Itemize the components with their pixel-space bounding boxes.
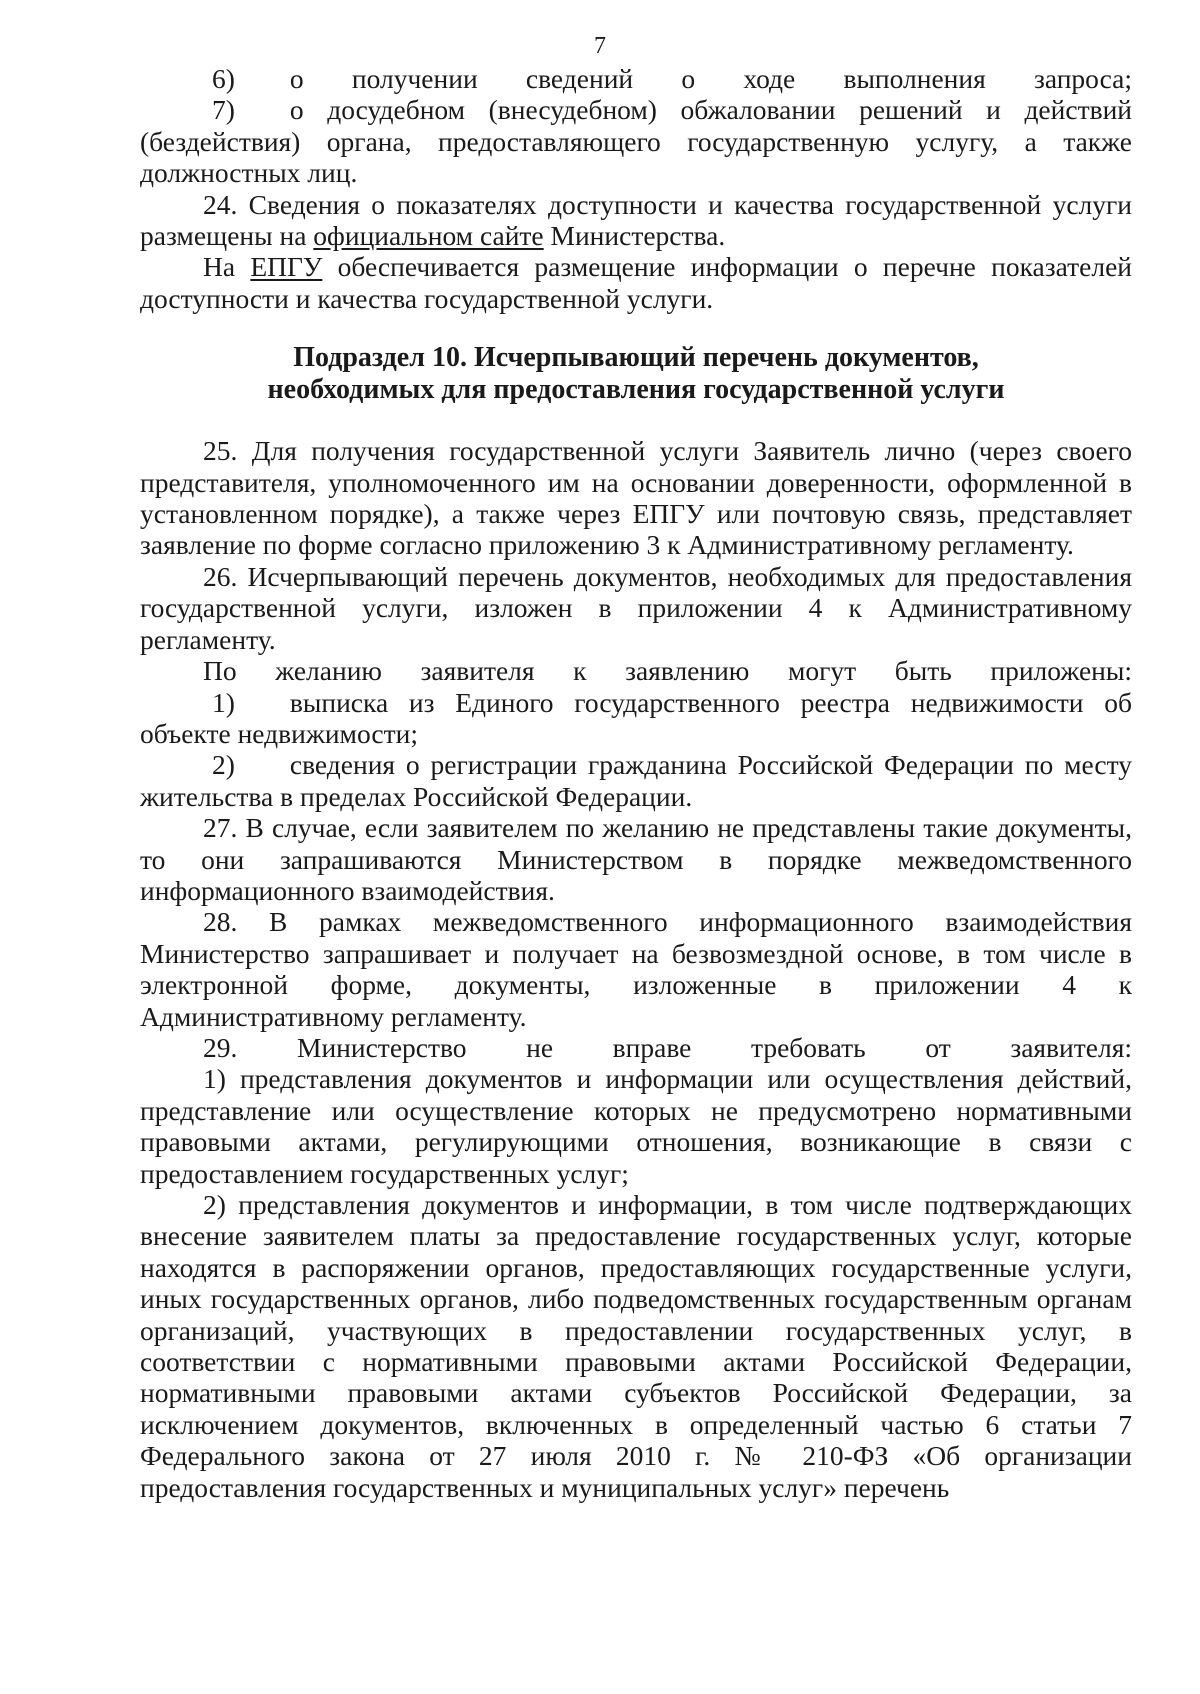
- paragraph-26: 26. Исчерпывающий перечень документов, необходимых для предоставления государственной услуги, изложен в приложении 4 к Административному регламенту.: [140, 560, 1132, 655]
- paragraph-29-item-1: 1) представления документов и информации или осуществления действий, представление или осуществление которых не предусмотрено нормативными правовыми актами, регулирующими отношения, возникающие в связи с предоставлением государственных услуг;: [140, 1063, 1132, 1189]
- paragraph-29: 29. Министерство не вправе требовать от заявителя:: [203, 1031, 1132, 1063]
- section-heading-line-2: необходимых для предоставления государственной услуги: [267, 374, 1005, 406]
- paragraph-24-text-end: Министерства.: [543, 220, 726, 252]
- section-heading-line-1: Подраздел 10. Исчерпывающий перечень документов,: [293, 342, 979, 374]
- paragraph-epgu-text-start: На: [203, 251, 251, 283]
- official-site-link[interactable]: официальном сайте: [313, 220, 544, 252]
- paragraph-epgu-text-end: обеспечивается размещение информации о перечне показателей доступности и качества государственной услуги.: [140, 251, 1132, 314]
- paragraph-28: 28. В рамках межведомственного информационного взаимодействия Министерство запрашивает и получает на безвозмездной основе, в том числе в электронной форме, документы, изложенные в приложении 4 к Административному регламенту.: [140, 906, 1132, 1032]
- paragraph-29-item-2: 2) представления документов и информации, в том числе подтверждающих внесение заявителем платы за предоставление государственных услуг, которые находятся в распоряжении органов, предоставляющих государственные услуги, иных государственных органов, либо подведомственных государственным органам организаций, участвующих в предоставлении государственных услуг, в соответствии с нормативными правовыми актами Российской Федерации, нормативными правовыми актами субъектов Российской Федерации, за исключением документов, включенных в определенный частью 6 статьи 7 Федерального закона от 27 июля 2010 г. № 210-ФЗ «Об организации предоставления государственных и муниципальных услуг» перечень: [140, 1189, 1132, 1503]
- paragraph-item-7: 7) о досудебном (внесудебном) обжаловании решений и действий (бездействия) органа, предоставляющего государственную услугу, а также должностных лиц.: [140, 94, 1132, 189]
- paragraph-24-epgu: [140, 251, 1132, 314]
- section-heading: [140, 342, 1132, 406]
- paragraph-optional-item-1: 1) выписка из Единого государственного реестра недвижимости об объекте недвижимости;: [140, 686, 1132, 749]
- epgu-link[interactable]: ЕПГУ: [250, 251, 323, 283]
- page-number: 7: [594, 33, 606, 59]
- document-body: [140, 63, 1132, 1503]
- paragraph-item-6: 6) о получении сведений о ходе выполнения запроса;: [212, 63, 1132, 94]
- paragraph-25: 25. Для получения государственной услуги Заявитель лично (через своего представителя, уполномоченного им на основании доверенности, оформленной в установленном порядке), а также через ЕПГУ или почтовую связь, представляет заявление по форме согласно приложению 3 к Административному регламенту.: [140, 435, 1132, 561]
- paragraph-27: 27. В случае, если заявителем по желанию не представлены такие документы, то они запрашиваются Министерством в порядке межведомственного информационного взаимодействия.: [140, 812, 1132, 906]
- paragraph-24: [140, 189, 1132, 252]
- paragraph-24-text-start: 24. Сведения о показателях доступности и качества государственной услуги размещены на: [140, 188, 1132, 252]
- paragraph-optional-documents-intro: По желанию заявителя к заявлению могут быть приложены:: [203, 655, 1132, 687]
- paragraph-optional-item-2: 2) сведения о регистрации гражданина Российской Федерации по месту жительства в пределах Российской Федерации.: [140, 749, 1132, 812]
